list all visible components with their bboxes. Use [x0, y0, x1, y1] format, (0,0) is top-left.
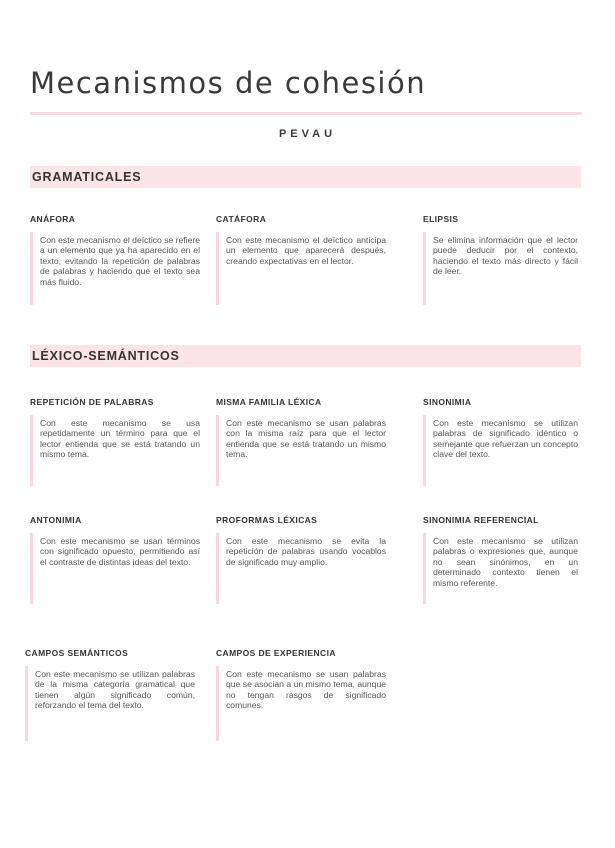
card-text: Con este mecanismo el deíctico anticipa un elemento que aparecerá después, creando expectativas en el lector.: [216, 232, 386, 305]
card-text: Con este mecanismo se usa repetidamente un término para que el lector entienda que se está tratando un mismo tema.: [30, 415, 200, 486]
card-title: MISMA FAMILIA LÉXICA: [216, 397, 322, 407]
card-proformas-lexicas: [216, 515, 386, 604]
card-anafora: [30, 214, 200, 304]
card-title: CAMPOS SEMÁNTICOS: [25, 648, 129, 658]
card-text: Con este mecanismo se utilizan palabras o expresiones que, aunque no sean sinónimos, en un determinado contexto tienen el mismo referente.: [423, 533, 578, 604]
card-title: SINONIMIA: [423, 397, 472, 407]
card-title: PROFORMAS LÉXICAS: [216, 515, 318, 525]
section-heading-lexico-semanticos: LÉXICO-SEMÁNTICOS: [30, 345, 581, 367]
card-catafora: [216, 214, 386, 304]
card-sinonimia: [423, 397, 578, 486]
page-subtitle: PEVAU: [278, 128, 337, 140]
card-text: Con este mecanismo se evita la repetición de palabras usando vocablos de significado muy amplio.: [216, 533, 386, 604]
card-text: Con este mecanismo se utilizan palabras de la misma categoría gramatical que tienen algún significado común, reforzando el tema del texto.: [25, 666, 195, 741]
card-text: Con este mecanismo se utilizan palabras de significado idéntico o semejante que refuerzan un concepto clave del texto.: [423, 415, 578, 486]
card-title: CAMPOS DE EXPERIENCIA: [216, 648, 336, 658]
card-title: REPETICIÓN DE PALABRAS: [30, 397, 154, 407]
card-antonimia: [30, 515, 200, 604]
title-divider: [30, 112, 582, 115]
card-elipsis: [423, 214, 578, 304]
card-title: ANÁFORA: [30, 214, 76, 224]
card-text: Con este mecanismo se usan palabras con la misma raíz para que el lector entienda que se está tratando un mismo tema.: [216, 415, 386, 486]
card-title: ANTONIMIA: [30, 515, 82, 525]
card-title: SINONIMIA REFERENCIAL: [423, 515, 539, 525]
card-text: Con este mecanismo se usan términos con significado opuesto, permitiendo así el contraste de distintas ideas del texto.: [30, 533, 200, 604]
card-campos-de-experiencia: [216, 648, 386, 741]
page-title: Mecanismos de cohesión: [30, 66, 427, 100]
card-text: Se elimina información que el lector puede deducir por el contexto, haciendo el texto más directo y fácil de leer.: [423, 232, 578, 305]
card-text: Con este mecanismo el deíctico se refiere a un elemento que ya ha aparecido en el texto, evitando la repetición de palabras de palabras y haciendo que el texto sea más fluido.: [30, 232, 200, 305]
card-title: CATÁFORA: [216, 214, 267, 224]
card-repeticion-de-palabras: [30, 397, 200, 486]
card-text: Con este mecanismo se usan palabras que se asocian a un mismo tema, aunque no tengan rasgos de significado comunes.: [216, 666, 386, 741]
card-sinonimia-referencial: [423, 515, 578, 604]
card-misma-familia-lexica: [216, 397, 386, 486]
section-heading-gramaticales: GRAMATICALES: [30, 166, 581, 188]
card-campos-semanticos: [25, 648, 195, 741]
card-title: ELIPSIS: [423, 214, 459, 224]
